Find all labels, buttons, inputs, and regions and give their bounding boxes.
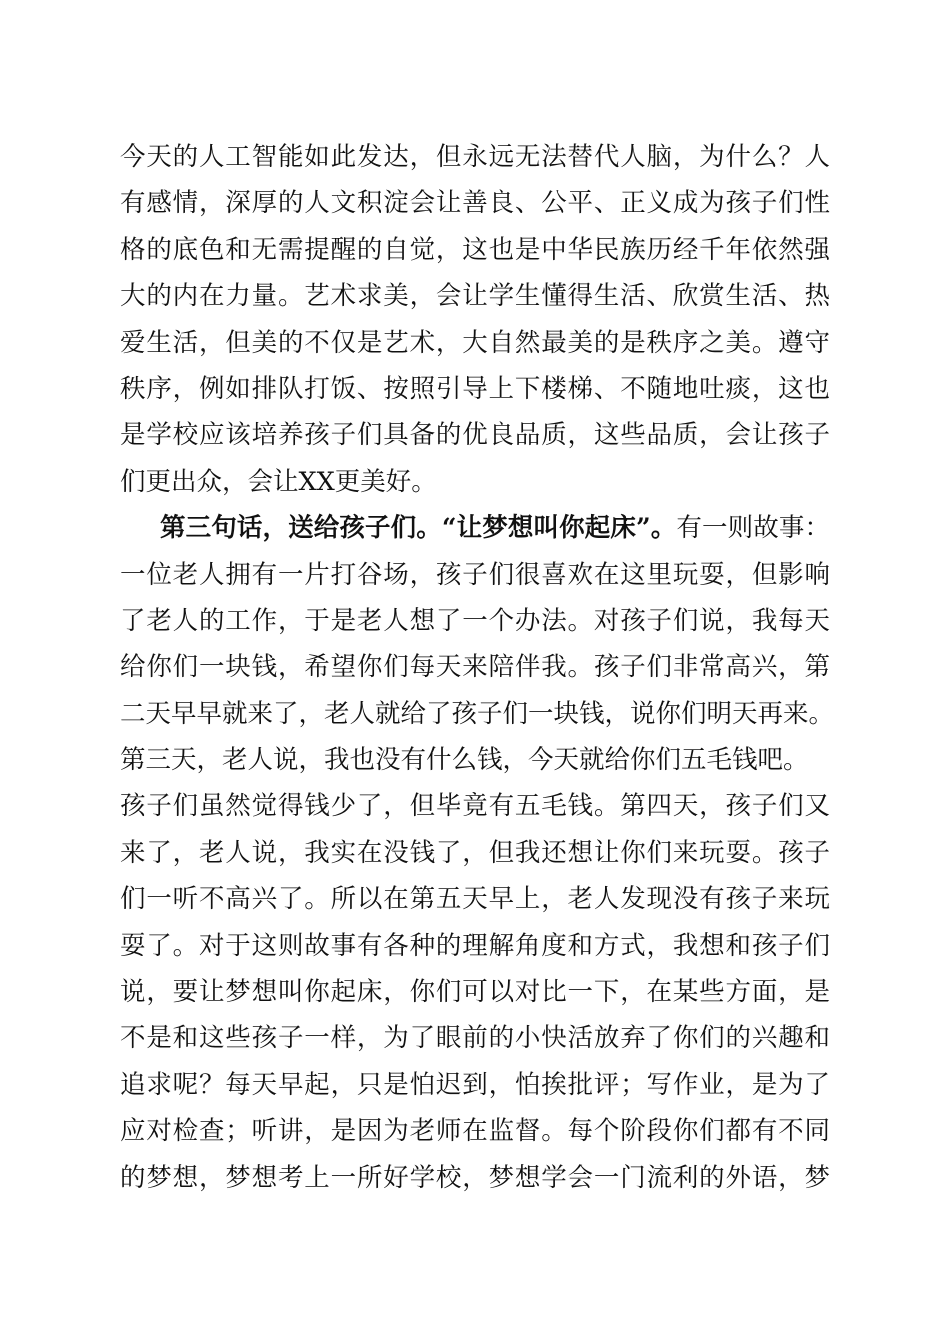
text-line: 是学校应该培养孩子们具备的优良品质，这些品质，会让孩子 xyxy=(120,420,830,451)
text-line: 大的内在力量。艺术求美，会让学生懂得生活、欣赏生活、热 xyxy=(120,281,830,312)
text-line: 来了，老人说，我实在没钱了，但我还想让你们来玩耍。孩子 xyxy=(120,837,830,868)
section-heading: 第三句话，送给孩子们。“让梦想叫你起床”。 xyxy=(160,513,677,544)
text-line: 不是和这些孩子一样，为了眼前的小快活放弃了你们的兴趣和 xyxy=(120,1023,830,1054)
text-line: 秩序，例如排队打饭、按照引导上下楼梯、不随地吐痰，这也 xyxy=(120,373,830,404)
document-body xyxy=(120,134,835,1201)
heading-trailing-text: 有一则故事： xyxy=(676,513,830,544)
text-line: 给你们一块钱，希望你们每天来陪伴我。孩子们非常高兴，第 xyxy=(120,652,830,683)
text-line: 了老人的工作，于是老人想了一个办法。对孩子们说，我每天 xyxy=(120,605,830,636)
text-line: 的梦想，梦想考上一所好学校，梦想学会一门流利的外语，梦 xyxy=(120,1162,830,1193)
text-line: 第三天，老人说，我也没有什么钱，今天就给你们五毛钱吧。 xyxy=(120,745,809,776)
text-line: 一位老人拥有一片打谷场，孩子们很喜欢在这里玩耍，但影响 xyxy=(120,559,830,590)
text-line: 追求呢？每天早起，只是怕迟到，怕挨批评；写作业，是为了 xyxy=(120,1069,830,1100)
text-line: 孩子们虽然觉得钱少了，但毕竟有五毛钱。第四天，孩子们又 xyxy=(120,791,830,822)
section-heading-line xyxy=(120,505,830,551)
text-line: 有感情，深厚的人文积淀会让善良、公平、正义成为孩子们性 xyxy=(120,188,830,219)
text-line: 们一听不高兴了。所以在第五天早上，老人发现没有孩子来玩 xyxy=(120,884,830,915)
text-line: 爱生活，但美的不仅是艺术，大自然最美的是秩序之美。遵守 xyxy=(120,327,830,358)
text-line: 二天早早就来了，老人就给了孩子们一块钱，说你们明天再来。 xyxy=(120,698,835,729)
text-line: 们更出众，会让XX更美好。 xyxy=(120,466,437,497)
text-line: 应对检查；听讲，是因为老师在监督。每个阶段你们都有不同 xyxy=(120,1116,830,1147)
text-line: 今天的人工智能如此发达，但永远无法替代人脑，为什么？人 xyxy=(120,142,830,172)
text-line: 说，要让梦想叫你起床，你们可以对比一下，在某些方面，是 xyxy=(120,977,830,1008)
text-line: 格的底色和无需提醒的自觉，这也是中华民族历经千年依然强 xyxy=(120,234,830,265)
text-line: 耍了。对于这则故事有各种的理解角度和方式，我想和孩子们 xyxy=(120,930,830,961)
